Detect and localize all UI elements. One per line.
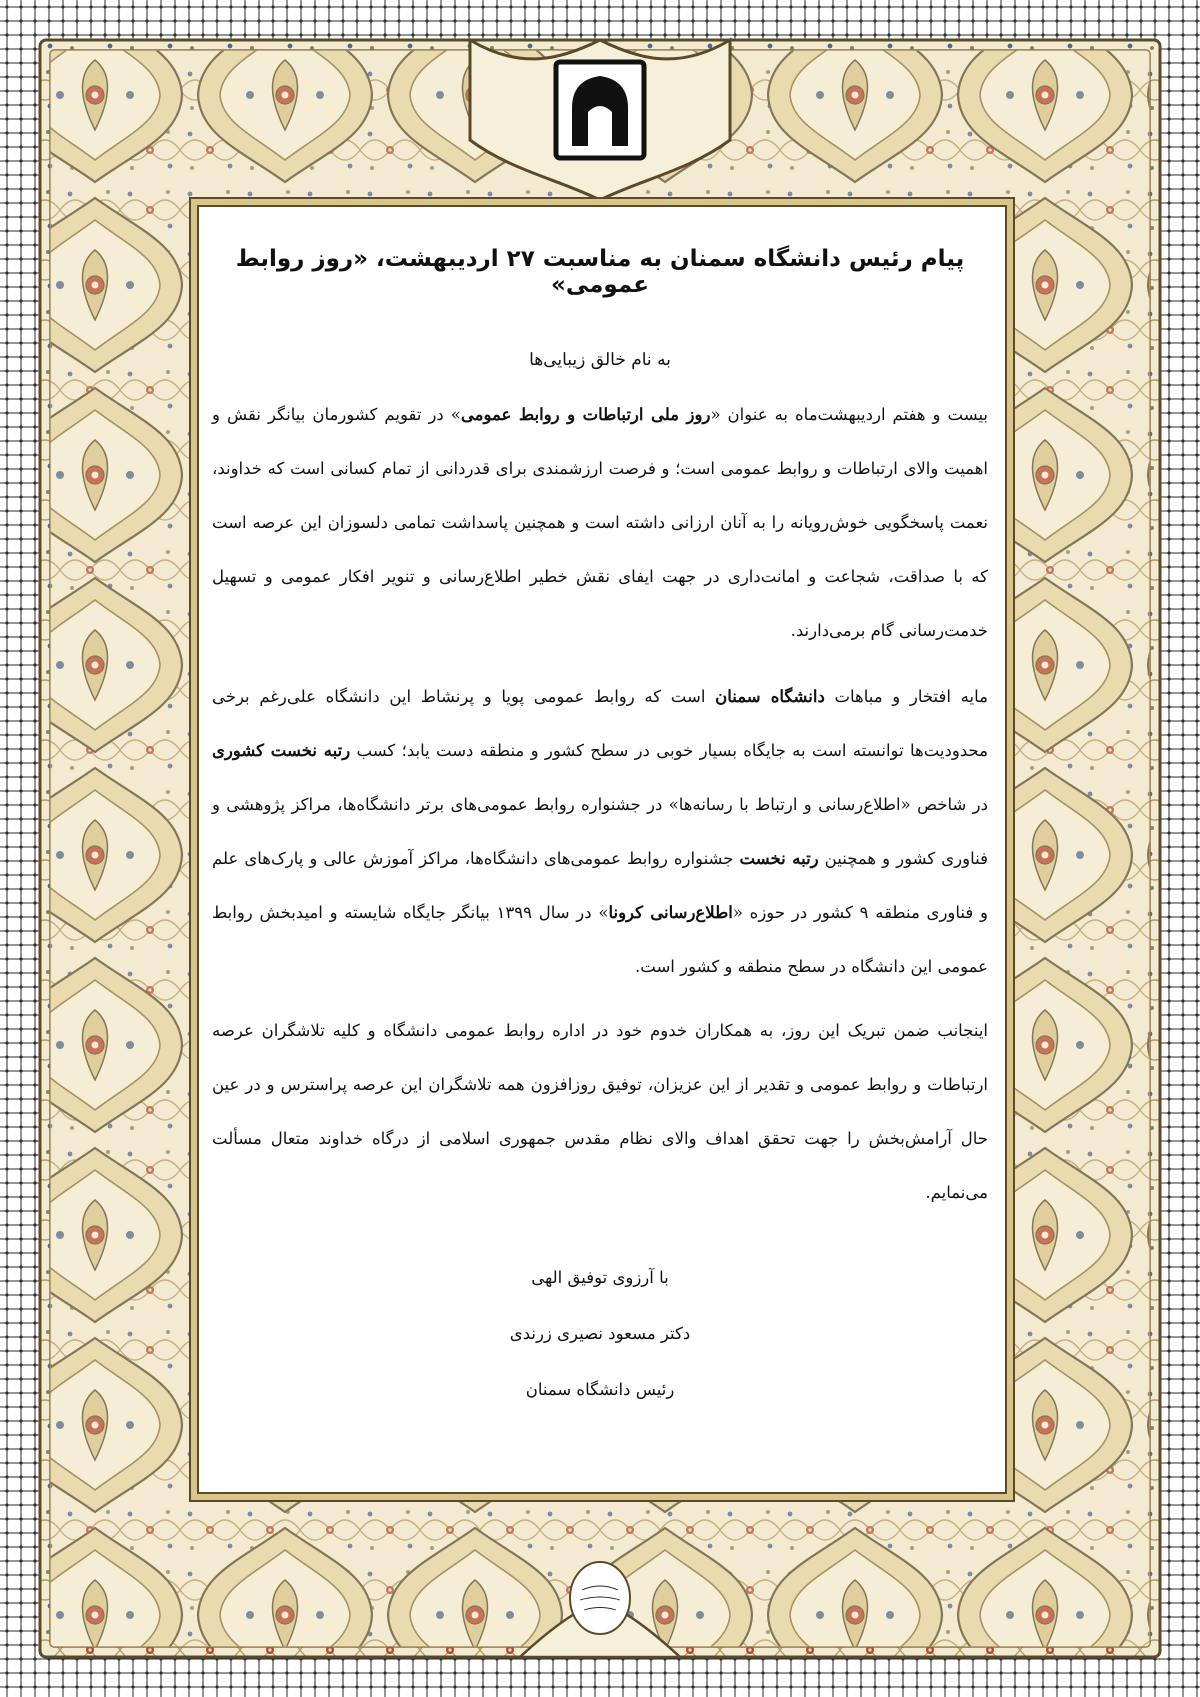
p2-text-3: در شاخص «اطلاع‌رسانی و ارتباط با رسانه‌ها» در جشنواره روابط عمومی‌های برتر دانشگاه‌ها، مراکز پژوهشی و فناوری کشور و همچنین	[212, 795, 989, 868]
paragraph-3: اینجانب ضمن تبریک این روز، به همکاران خدوم خود در اداره روابط عمومی دانشگاه و کلیه تلاشگران عرصه ارتباطات و روابط عمومی و تقدیر از این عزیزان، توفیق روزافزون همه تلاشگران این عرصه پراسترس و در عین حال آرامش‌بخش را جهت تحقق اهداف والای نظام مقدس جمهوری اسلامی از درگاه خداوند متعال مسألت می‌نمایم.	[212, 1021, 988, 1202]
p2-text-2: است که روابط عمومی پویا و پرنشاط این دانشگاه علی‌رغم برخی محدودیت‌ها توانسته است به جایگاه بسیار خوبی در سطح کشور و منطقه دست یابد؛ کسب	[212, 687, 988, 760]
closing-line: با آرزوی توفیق الهی	[531, 1268, 669, 1287]
signer-title: رئیس دانشگاه سمنان	[525, 1380, 675, 1399]
signer-name: دکتر مسعود نصیری زرندی	[509, 1324, 691, 1343]
p2-text-1: مایه افتخار و مباهات	[824, 687, 988, 706]
p1-text-b: » در تقویم کشورمان بیانگر نقش و اهمیت والای ارتباطات و روابط عمومی است؛ و فرصت ارزشمندی برای قدردانی از تمام کسانی است که خداوند، نعمت پاسخگویی خوش‌رویانه را به آنان ارزانی داشته است و همچنین پاسداشت تمامی دلسوزان این عرصه است که با صداقت، شجاعت و امانت‌داری در جهت ایفای نقش خطیر اطلاع‌رسانی و تنویر افکار عمومی و تسهیل خدمت‌رسانی گام برمی‌دارند.	[212, 405, 988, 640]
p1-text-a: بیست و هفتم اردیبهشت‌ماه به عنوان «	[710, 405, 989, 424]
paragraph-2	[212, 670, 988, 994]
paragraph-1	[212, 388, 988, 658]
p1-bold-day: روز ملی ارتباطات و روابط عمومی	[460, 405, 711, 424]
p2-bold-rank: رتبه نخست	[739, 849, 819, 868]
page-title: پیام رئیس دانشگاه سمنان به مناسبت ۲۷ اردیبهشت، «روز روابط عمومی»	[235, 246, 965, 298]
p2-text-4: جشنواره روابط عمومی‌های دانشگاه‌ها، مراکز آموزش عالی و پارک‌های علم و فناوری منطقه ۹ کشور در حوزه «	[212, 849, 988, 922]
document-body	[212, 232, 988, 1462]
university-emblem-icon	[556, 62, 644, 158]
signature-block	[212, 1250, 988, 1418]
p2-bold-university: دانشگاه سمنان	[715, 687, 825, 706]
salutation: به نام خالق زیبایی‌ها	[529, 350, 671, 370]
p2-bold-rank-national: رتبه نخست کشوری	[212, 741, 351, 760]
p2-text-5: » در سال ۱۳۹۹ بیانگر جایگاه شایسته و امیدبخش روابط عمومی این دانشگاه در سطح منطقه و کشور است.	[212, 903, 988, 976]
p2-bold-corona: اطلاع‌رسانی کرونا	[608, 903, 733, 922]
